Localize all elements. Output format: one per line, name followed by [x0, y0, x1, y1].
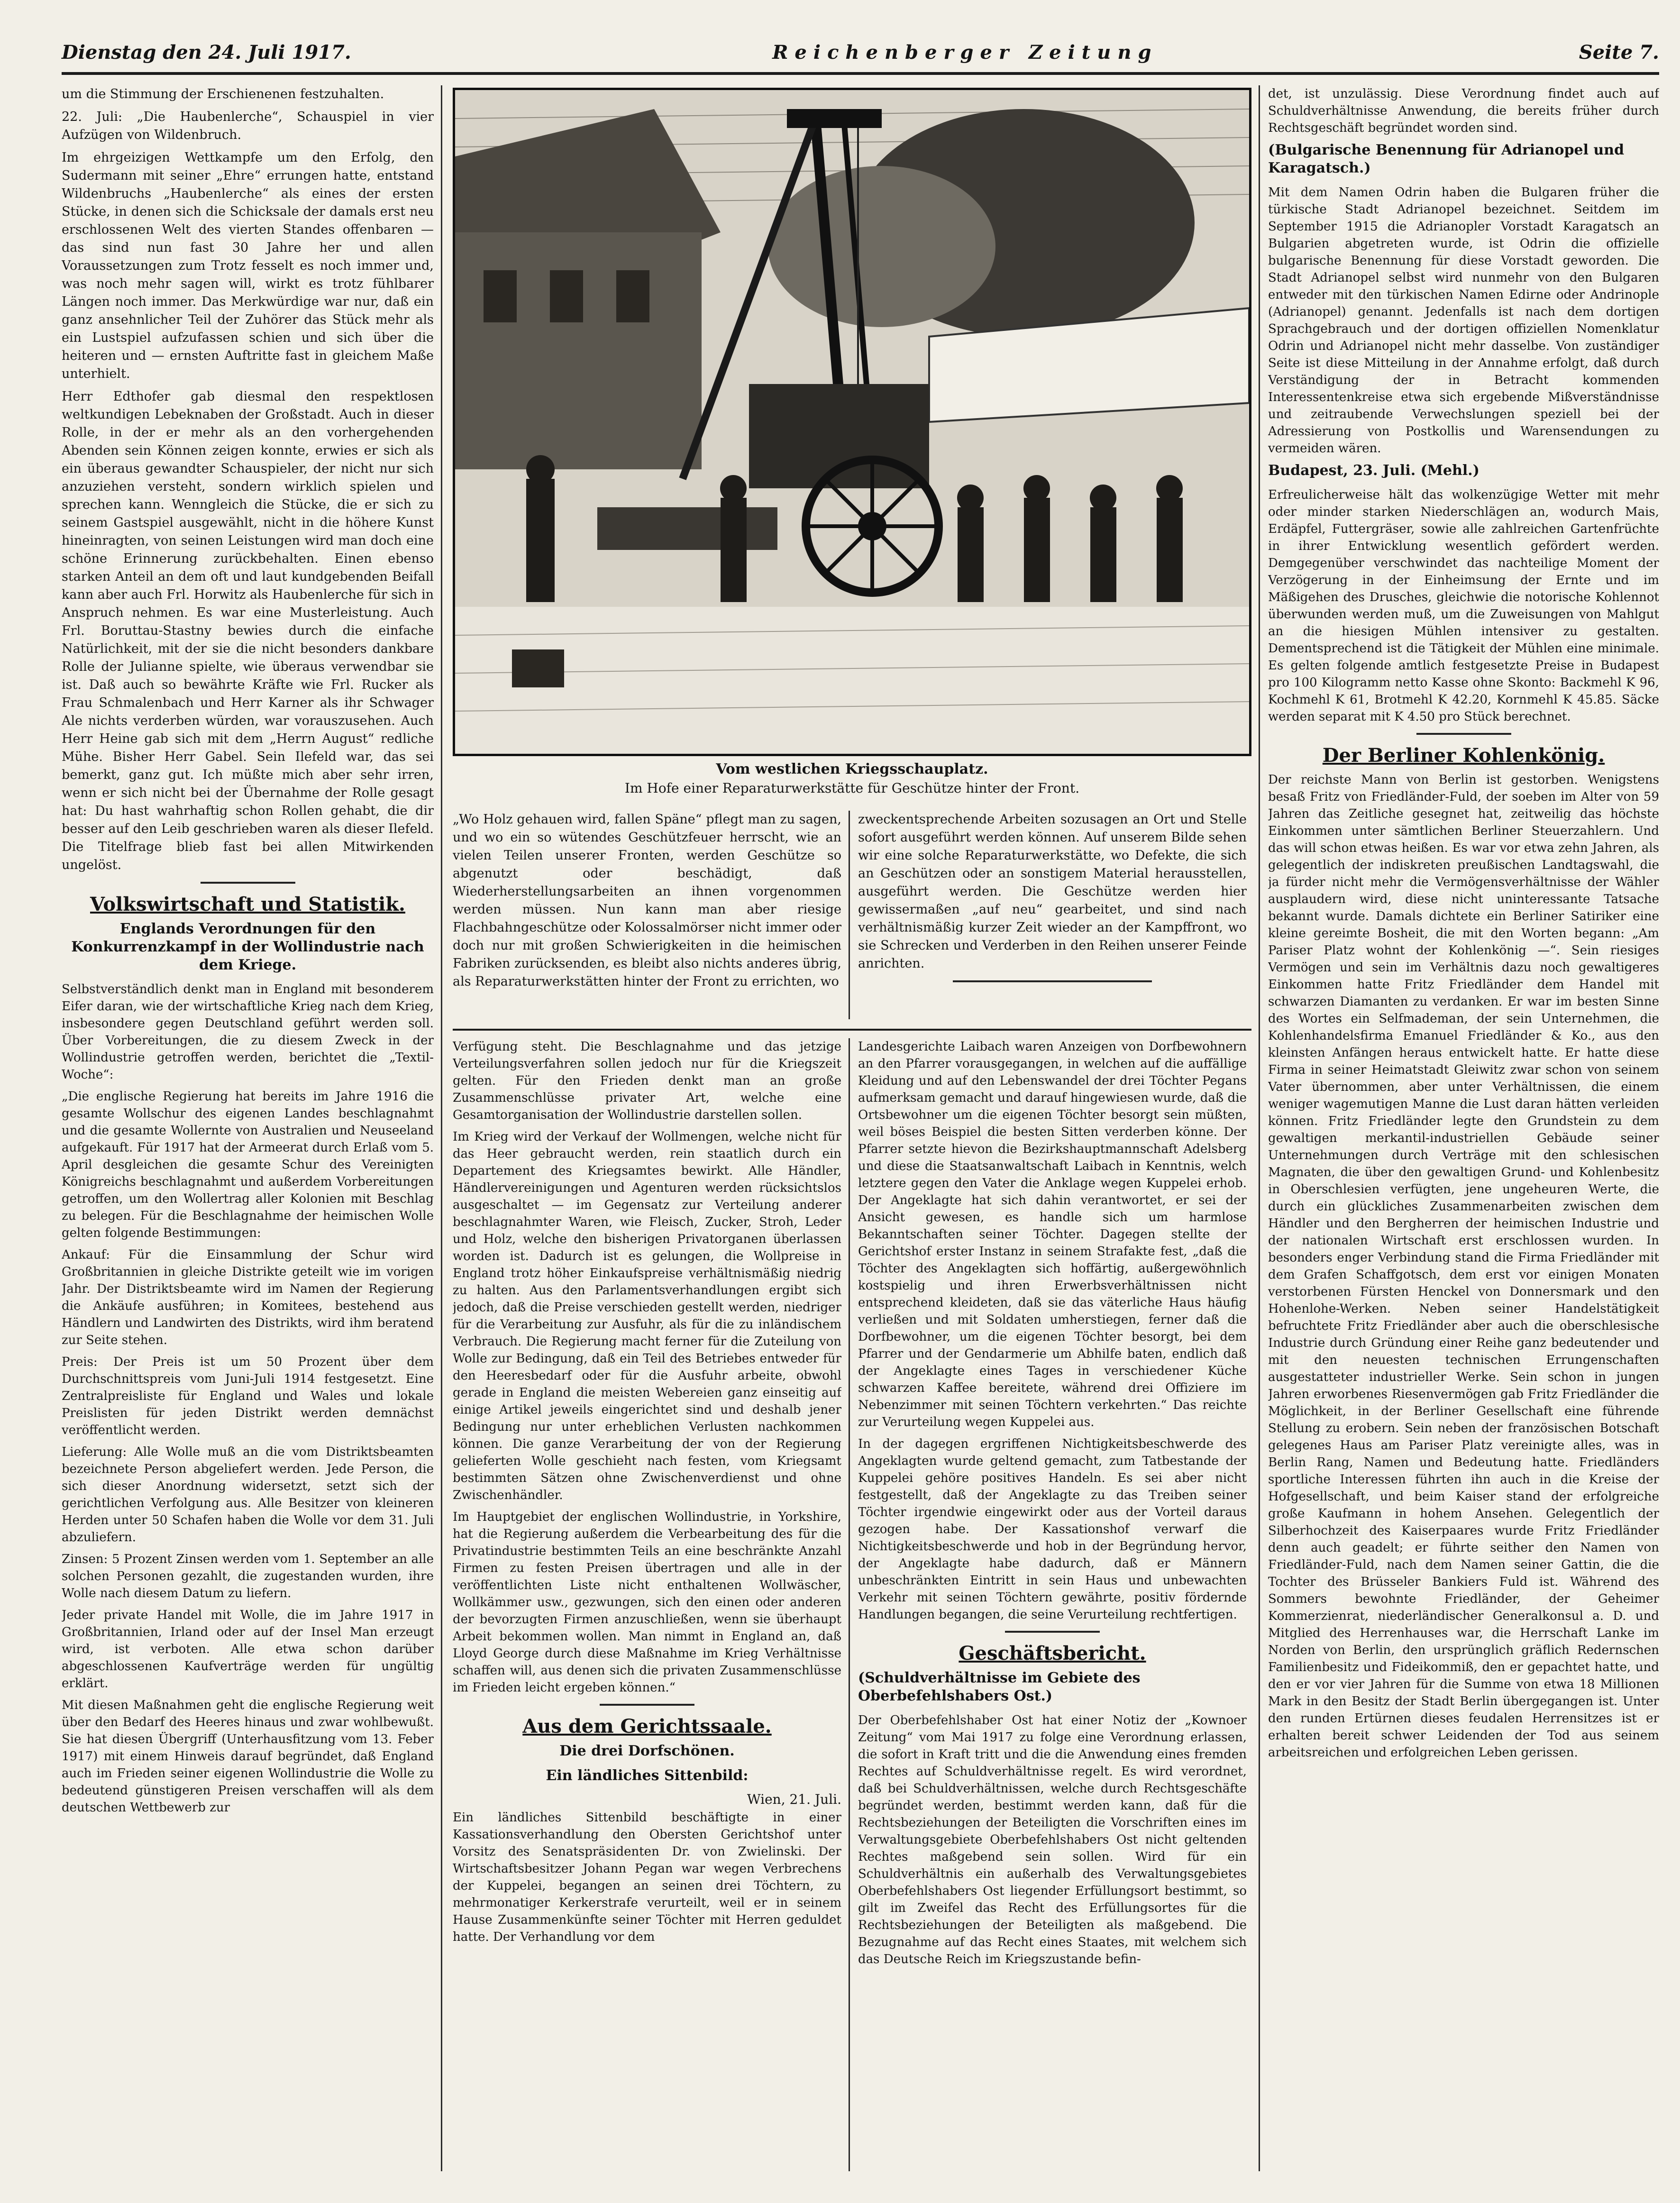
war-photo — [453, 88, 1251, 756]
econ-para-7: Jeder private Handel mit Wolle, die im Jahre 1917 in Großbritannien, Irland oder auf der Insel Man erzeugt wird, ist verboten. Alle etwa schon darüber abgeschlossenen Kaufverträge werden für ungültig erklärt. — [62, 1608, 434, 1691]
col4-para-4: Der reichste Mann von Berlin ist gestorben. Wenigstens besaß Fritz von Friedländer-Fuld, der soeben im Alter von 59 Jahren das Zeitliche gesegnet hat, zeitweilig das höchste Einkommen unter sämtlichen Berliner Steuerzahlern. Und das will schon etwas heißen. Es war vor etwa zehn Jahren, als gelegentlich der indiskreten preußischen Landtagswahl, die ja fürder nicht mehr die Vermögensverhältnisse der Wähler ausplaudern wird, diese nicht uninteressante Tatsache bekannt wurde. Damals dichtete ein Berliner Satiriker eine kleine gereimte Bosheit, die mit den Worten begann: „Am Pariser Platz wohnt der Kohlenkönig —“. Sein riesiges Vermögen und sein im Verhältnis dazu noch gewaltigeres Einkommen hatte Fritz Friedländer dem Handel mit schwarzen Diamanten zu verdanken. Er war im besten Sinne des Wortes ein Selfmademan, der sein Unternehmen, die Kohlenhandelsfirma Emanuel Friedländer & Ko., aus den kleinsten Anfängen heraus entwickelt hatte. Er hatte diese Firma in seiner Heimatstadt Gleiwitz zwar schon von seinem Vater übernommen, aber unter Verhältnissen, die einem weniger wagemutigen Manne die Lust daran hätten verleiden können. Fritz Friedländer legte den Grundstein zu dem gewaltigen merkantil-industriellen Gebäude seiner Unternehmungen durch Verträge mit den schlesischen Magnaten, die über den gewaltigen Grund- und Kohlenbesitz in Oberschlesien verfügten, jene ungeheuren Werte, die durch ein glückliches Zusammenarbeiten zwischen dem Händler und den Bergherren der heimischen Industrie und der nationalen Wirtschaft erst erschlossen wurden. In besonders enger Verbindung stand die Firma Friedländer mit dem Grafen Schaffgotsch, dem erst vor einigen Monaten verstorbenen Fürsten Henckel von Donnersmark und den Hohenlohe-Werken. Neben seiner Handelstätigkeit befruchtete Fritz Friedländer aber auch die oberschlesische Industrie durch Gründung einer Reihe ganz bedeutender und mit den neuesten technischen Errungenschaften ausgestatteter industrieller Werke. Sein schon in jungen Jahren erworbenes Riesenvermögen gab Fritz Friedländer die Möglichkeit, in der Berliner Gesellschaft eine führende Stellung zu erobern. Sein neben der französischen Botschaft gelegenes Haus am Pariser Platz vereinigte alles, was in Berlin Rang, Namen und Bedeutung hatte. Friedländers sportliche Interessen führten ihn auch in die Kreise der Hofgesellschaft, und beim Kaiser stand der erfolgreiche große Kaufmann in hohem Ansehen. Gelegentlich der Silberhochzeit des Kaiserpaares wurde Fritz Friedländer denn auch geadelt; er führte seither den Namen von Friedländer-Fuld, nach dem Namen seiner Gattin, die die Tochter des Brüsseler Bankiers Fuld ist. Während des Sommers bewohnte Friedländer, der Geheimer Kommerzienrat, niederländischer Generalkonsul a. D. und Mitglied des Herrenhauses war, die Herrschaft Lanke im Norden von Berlin, den ursprünglich gräflich Redernschen Familienbesitz und Fideikommiß, den er gepachtet hatte, und den er vor vier Jahren für die Summe von etwa 18 Millionen Mark in den Besitz der Stadt Berlin übergegangen ist. Unter den runden Ertürnen dieses feudalen Herrensitzes ist er erhalten bereit schwer Leidenden der Tod aus seinem arbeitsreichen und erfolgreichen Leben gerissen. — [1268, 773, 1659, 1760]
divider — [201, 882, 295, 884]
econ-para-3: Ankauf: Für die Einsammlung der Schur wird Großbritannien in gleiche Distrikte geteilt wie im vorigen Jahr. Der Distriktsbeamte wird im Namen der Regierung die Ankäufe ausführen; in Komitees, bestehend aus Händlern und Landwirten des Distrikts, wird ihm beratend zur Seite stehen. — [62, 1248, 434, 1347]
col3-para-2: In der dagegen ergriffenen Nichtigkeitsbeschwerde des Angeklagten wurde geltend gemacht, zum Tatbestande der Kuppelei gehöre positives Handeln. Es sei aber nicht festgestellt, daß der Angeklagte zu das Treiben seiner Töchter irgendwie eingewirkt oder aus der Vorteil daraus gezogen habe. Der Kassationshof verwarf die Nichtigkeitsbeschwerde und hob in der Begründung hervor, der Angeklagte habe dadurch, daß er Männern unbeschränkten Eintritt in sein Haus und unbewachten Verkehr mit seinen Töchtern gewährte, positiv fördernde Handlungen begangen, die seine Verurteilung rechtfertigen. — [858, 1437, 1247, 1622]
section-kohlenkoenig: Der Berliner Kohlenkönig. — [1322, 744, 1605, 767]
article-title-budapest: Budapest, 23. Juli. (Mehl.) — [1268, 462, 1479, 479]
col4-para-2: Mit dem Namen Odrin haben die Bulgaren früher die türkische Stadt Adrianopel bezeichnet. Seitdem im September 1915 die Adrianopler Vorstadt Karagatsch an Bulgarien abgetreten wurde, ist Odrin die offizielle bulgarische Benennung für diese Vorstadt geworden. Die Stadt Adrianopel selbst wird nunmehr von den Bulgaren entweder mit den türkischen Namen Edirne oder Andrinople (Adrianopel) genannt. Jedenfalls ist nach dem dortigen Sprachgebrauch und der dortigen offiziellen Nomenklatur Odrin und Adrianopel nicht mehr dasselbe. Von zuständiger Seite ist diese Mitteilung in der Annahme erfolgt, daß durch Verständigung der in Betracht kommenden Interessentenkreise etwa sich ergebende Mißverständnisse und zeitraubende Verwechslungen speziell bei der Adressierung von Postkollis und Warensendungen zu vermeiden wären. — [1268, 185, 1659, 456]
column-rule-3 — [1259, 85, 1260, 2171]
caption-title: Vom westlichen Kriegsschauplatz. — [716, 761, 988, 777]
theater-para-1: 22. Juli: „Die Haubenlerche“, Schauspiel in vier Aufzügen von Wildenbruch. — [62, 110, 434, 142]
column-rule-2 — [849, 1038, 850, 2171]
col2-para-3: Im Hauptgebiet der englischen Wollindustrie, in Yorkshire, hat die Regierung außerdem die Verbearbeitung des für die Privatindustrie bestimmten Teils an eine beschränkte Anzahl Firmen zu festen Preisen übertragen und alle in der veröffentlichten Liste nicht enthaltenen Wollwäscher, Wollkämmer usw., gezwungen, sich den einen oder anderen der bevorzugten Firmen anzuschließen, wenn sie überhaupt Arbeit bekommen wollen. Man nimmt in England an, daß Lloyd George durch diese Maßnahme im Krieg Verhältnisse schaffen will, aus denen sich die privaten Zusammenschlüsse im Frieden leicht ergeben können.“ — [453, 1510, 841, 1695]
theater-para-2: Im ehrgeizigen Wettkampfe um den Erfolg, den Sudermann mit seiner „Ehre“ errungen hatte, entstand Wildenbruchs „Haubenlerche“ als eines der ersten Stücke, in denen sich die Schicksale der damals erst neu erschlossenen Welt des vierten Standes offenbaren — das sind nun fast 30 Jahre her und allen Voraussetzungen zum Trotz fesselt es noch immer und, was noch mehr sagen will, wirkt es trotz fühlbarer Längen noch immer. Das Merkwürdige war nur, daß ein ganz ansehnlicher Teil der Zuhörer das Stück mehr als ein Lustspiel aufzufassen schien und sich über die heiteren und — ernsten Auftritte fast in gleichem Maße unterhielt. — [62, 150, 434, 381]
article-title-england: Englands Verordnungen für den Konkurrenzkampf in der Wollindustrie nach dem Kriege. — [71, 921, 424, 973]
header-rule — [62, 72, 1659, 75]
newspaper-title: Reichenberger Zeitung — [772, 41, 1158, 64]
econ-para-2: „Die englische Regierung hat bereits im Jahre 1916 die gesamte Wollschur des eigenen Landes beschlagnahmt und die gesamte Wollernte von Australien und Neuseeland aufgekauft. Für 1917 hat der Armeerat durch Erlaß vom 5. April desgleichen die gesamte Schur des Vereinigten Königreichs beschlagnahmt und außerdem Vorbereitungen getroffen, um den Wollertrag aller Kolonien mit Beschlag zu belegen. Für die Beschlagnahme der heimischen Wolle gelten folgende Bestimmungen: — [62, 1089, 434, 1240]
photo-text-para-1: „Wo Holz gehauen wird, fallen Späne“ pflegt man zu sagen, und wo ein so wütendes Geschützfeuer herrscht, wie an vielen Teilen unserer Fronten, werden Geschütze so abgenutzt oder beschädigt, daß Wiederherstellungsarbeiten an ihnen vorgenommen werden müssen. Nun kann man aber riesige Flachbahngeschütze oder Kolossalmörser nicht immer oder doch nur mit großen Schwierigkeiten in die heimischen Fabriken zurücksenden, es bleibt also nichts anderes übrig, als Reparaturwerkstätten hinter der Front zu errichten, wo — [453, 812, 841, 989]
horizontal-rule — [453, 1029, 1251, 1031]
theater-para-3: Herr Edthofer gab diesmal den respektlosen weltkundigen Lebeknaben der Großstadt. Auch in dieser Rolle, in der er mehr als an den vorhergehenden Abenden sein Können zeigen konnte, erwies er sich als ein überaus gewandter Schauspieler, der nicht nur sich anzuziehen versteht, sondern wirklich spielen und sprechen kann. Wenngleich die Stücke, die er sich zu seinem Gastspiel ausgewählt, nicht in die höhere Kunst hineinragten, von seinen Leistungen wird man doch eine schöne Erinnerung zurückbehalten. Einen ebenso starken Anteil an dem oft und laut kundgebenden Beifall kann aber auch Frl. Horwitz als Haubenlerche für sich in Anspruch nehmen. Es war eine Musterleistung. Auch Frl. Boruttau-Stastny bewies durch die einfache Natürlichkeit, mit der sie die nicht besonders dankbare Rolle der Julianne spielte, wie überaus verwendbar sie ist. Daß auch so bewährte Kräfte wie Frl. Rucker als Frau Schmalenbach und Herr Karner als ihr Schwager Ale nichts verderben würden, war vorauszusehen. Auch Herr Heine gab sich mit dem „Herrn August“ redliche Mühe. Bisher Herr Gabel. Sein Ilefeld war, das sei bemerkt, ganz gut. Ich müßte mich aber sehr irren, wenn er sich nicht bei der Übernahme der Rolle gesagt hat: Du hast wahrhaftig schon Rollen gehabt, die dir besser auf den Leib geschrieben waren als dieser Ilefeld. Die Titelfrage blieb fast bei allen Mitwirkenden ungelöst. — [62, 389, 434, 872]
dateline: Wien, 21. Juli. — [747, 1792, 841, 1807]
column-rule-1 — [441, 85, 442, 2171]
section-geschaeftsbericht: Geschäftsbericht. — [959, 1642, 1146, 1664]
econ-para-1: Selbstverständlich denkt man in England mit besonderem Eifer daran, wie der wirtschaftliche Krieg nach dem Krieg, insbesondere gegen Deutschland geführt werden soll. Über Vorbereitungen, die zu diesem Zweck in der Wollindustrie getroffen werden, berichtet die „Textil-Woche“: — [62, 982, 434, 1082]
page-number: Seite 7. — [1579, 41, 1659, 64]
econ-para-6: Zinsen: 5 Prozent Zinsen werden vom 1. September an alle solchen Personen gezahlt, die zugestanden wurden, ihre Wolle nach diesem Datum zu liefern. — [62, 1552, 434, 1600]
econ-para-5: Lieferung: Alle Wolle muß an die vom Distriktsbeamten bezeichnete Person abgeliefert werden. Jede Person, die sich dieser Anordnung widersetzt, setzt sich der gerichtlichen Verfolgung aus. Alle Besitzer von kleineren Herden unter 50 Schafen haben die Wolle vor dem 31. Juli abzuliefern. — [62, 1445, 434, 1545]
econ-para-8: Mit diesen Maßnahmen geht die englische Regierung weit über den Bedarf des Heeres hinaus und zwar wohlbewußt. Sie hat diesen Übergriff (Unterhausfitzung vom 13. Feber 1917) mit einem Hinweis darauf begründet, daß England auch im Frieden seiner eigenen Wollindustrie die Wolle zu bedeutend günstigeren Preisen verschaffen will als dem deutschen Wettbewerb zur — [62, 1698, 434, 1815]
column-1 — [62, 85, 434, 2171]
page-header — [62, 38, 1659, 66]
photo-text-left — [453, 811, 841, 1019]
col4-para-3: Erfreulicherweise hält das wolkenzügige Wetter mit mehr oder minder starken Niederschlägen an, wodurch Mais, Erdäpfel, Futtergräser, sowie alle zahlreichen Gartenfrüchte in ihrer Entwicklung wesentlich gefördert werden. Demgegenüber verschwindet das nachteilige Moment der Verzögerung in der Einheimsung der Ernte und im Mäßigehen des Drusches, gleichwie die notorische Kohlennot überwunden werden muß, um die Zuweisungen von Mahlgut an die hiesigen Mühlen intensiver zu gestalten. Dementsprechend ist die Tätigkeit der Mühlen eine minimale. Es gelten folgende amtlich festgesetzte Preise in Budapest pro 100 Kilogramm netto Kasse ohne Skonto: Backmehl K 96, Kochmehl K 61, Brotmehl K 42.20, Kornmehl K 45.85. Säcke werden separat mit K 4.50 pro Stück berechnet. — [1268, 488, 1659, 724]
col2-para-1: Verfügung steht. Die Beschlagnahme und das jetzige Verteilungsverfahren sollen jedoch nur für die Kriegszeit gelten. Für den Frieden denkt man an große Zusammenschlüsse privater Art, welche eine Gesamtorganisation der Wollindustrie darstellen sollen. — [453, 1040, 841, 1122]
col4-para-1: det, ist unzulässig. Diese Verordnung findet auch auf Schuldverhältnisse Anwendung, die bereits früher durch Rechtsgeschäft begründet worden sind. — [1268, 87, 1659, 135]
workshop-illustration — [455, 90, 1249, 754]
theater-intro: um die Stimmung der Erschienenen festzuhalten. — [62, 87, 384, 101]
caption-text: Im Hofe einer Reparaturwerkstätte für Geschütze hinter der Front. — [624, 780, 1080, 796]
col2-para-2: Im Krieg wird der Verkauf der Wollmengen, welche nicht für das Heer gebraucht werden, rein staatlich durch ein Departement des Kriegsamtes bewirkt. Alle Händler, Händlervereinigungen und Agenturen werden rücksichtslos ausgeschaltet — im Gegensatz zur Verteilung anderer beschlagnahmter Waren, wie Fleisch, Zucker, Stroh, Leder und Holz, welche den bisherigen Privatorganen überlassen worden ist. Dadurch ist es gelungen, die Wollpreise in England trotz höher Einkaufspreise verhältnismäßig niedrig zu halten. Aus den Parlamentsverhandlungen ergibt sich jedoch, daß die Preise verschieden gestellt werden, niedriger für die Verarbeitung zur Ausfuhr, als für die zu inländischem Verbrauch. Die Regierung macht ferner für die Zuteilung von Wolle zur Bedingung, daß ein Teil des Betriebes entweder für den Heeresbedarf oder für die Ausfuhr arbeite, obwohl gerade in England die meisten Webereien ganz einseitig auf einige Artikel jeweils eingerichtet sind und deshalb jener Bedingung nur unter erheblichen Verlusten nachkommen können. Die ganze Verarbeitung der von der Regierung gelieferten Wolle geschieht nach festen, vom Kriegsamt bestimmten Sätzen ohne Zwischenverdienst und ohne Zwischenhändler. — [453, 1130, 841, 1502]
col2-para-4: Ein ländliches Sittenbild beschäftigte in einer Kassationsverhandlung den Obersten Gerichtshof unter Vorsitz des Senatspräsidenten Dr. von Zwielinski. Der Wirtschaftsbesitzer Johann Pegan war wegen Verbrechens der Kuppelei, begangen an seinen drei Töchtern, zu mehrmonatiger Kerkerstrafe verurteilt, weil er in seinem Hause Zusammenkünfte seiner Töchter mit Herren geduldet hatte. Der Verhandlung vor dem — [453, 1810, 841, 1944]
econ-para-4: Preis: Der Preis ist um 50 Prozent über dem Durchschnittspreis vom Juni-Juli 1914 festgesetzt. Eine Zentralpreisliste für England und Wales und lokale Preislisten für jeden Distrikt werden demnächst veröffentlicht werden. — [62, 1355, 434, 1437]
header-date: Dienstag den 24. Juli 1917. — [62, 41, 351, 64]
section-gerichtssaal: Aus dem Gerichtssaale. — [522, 1715, 772, 1737]
col3-para-3: Der Oberbefehlshaber Ost hat einer Notiz der „Kownoer Zeitung“ vom Mai 1917 zu folge eine Verordnung erlassen, die sofort in Kraft tritt und die die Anwendung eines fremden Rechtes auf Schuldverhältnisse regelt. Es wird verordnet, daß bei Schuldverhältnissen, welche durch Rechtsgeschäfte begründet werden, bestimmt werden kann, daß für die Rechtsbeziehungen der Beteiligten die Vorschriften eines im Verwaltungsgebiete Oberbefehlshabers Ost nicht geltenden Rechtes maßgebend sein sollen. Wird für ein Schuldverhältnis ein außerhalb des Verwaltungsgebietes Oberbefehlshabers Ost liegender Erfüllungsort bestimmt, so gilt im Zweifel das Recht des Erfüllungsortes für die Rechtsbeziehungen der Beteiligten als maßgebend. Die Bezugnahme auf das Recht eines Staates, mit welchem sich das Deutsche Reich im Kriegszustande befin- — [858, 1713, 1247, 1966]
photo-text-right — [858, 811, 1247, 1019]
newspaper-page — [62, 38, 1659, 2176]
divider — [1005, 1631, 1100, 1633]
divider — [600, 1704, 694, 1706]
section-volkswirtschaft: Volkswirtschaft und Statistik. — [90, 893, 405, 915]
column-2 — [453, 1038, 841, 2171]
article-subtitle: Ein ländliches Sittenbild: — [546, 1767, 749, 1784]
article-title-dorfschoenen: Die drei Dorfschönen. — [559, 1743, 735, 1759]
column-4 — [1268, 85, 1659, 2171]
divider — [953, 980, 1152, 982]
photo-caption — [453, 761, 1251, 796]
photo-text-rule — [849, 811, 850, 1019]
article-title-schuld: (Schuldverhältnisse im Gebiete des Oberbefehlshabers Ost.) — [858, 1670, 1141, 1704]
column-3 — [858, 1038, 1247, 2171]
col3-para-1: Landesgerichte Laibach waren Anzeigen von Dorfbewohnern an den Pfarrer vorausgegangen, in welchen auf die auffällige Kleidung und auf den Lebenswandel der drei Töchter Pegans aufmerksam gemacht und darauf hingewiesen wurde, daß die Ortsbewohner um die eigenen Töchter besorgt sein müßten, weil böses Beispiel die besten Sitten verderben könne. Der Pfarrer setzte hievon die Bezirkshauptmannschaft Adelsberg und diese die Staatsanwaltschaft Laibach in Kenntnis, welch letztere gegen den Vater die Anklage wegen Kuppelei erhob. Der Angeklagte hat sich dahin verantwortet, er sei der Ansicht gewesen, es handle sich um harmlose Bekanntschaften seiner Töchter. Dagegen stellte der Gerichtshof erster Instanz in seinem Strafakte fest, „daß die Töchter des Angeklagten sich hoffärtig, außergewöhnlich kostspielig und ihren Erwerbsverhältnissen nicht entsprechend kleideten, daß sie das väterliche Haus häufig verließen und mit Soldaten umherstiegen, ferner daß die Dorfbewohner, um die eigenen Töchter besorgt, bei dem Pfarrer und der Gendarmerie um Abhilfe baten, endlich daß der Angeklagte eines Tages in verschiedener Küche schwarzen Kaffee bereitete, während drei Offiziere im Nebenzimmer mit seinen Töchtern verkehrten.“ Das reichte zur Verurteilung wegen Kuppelei aus. — [858, 1040, 1247, 1429]
article-title-adrianopel: (Bulgarische Benennung für Adrianopel und Karagatsch.) — [1268, 142, 1625, 176]
divider — [1416, 733, 1511, 735]
photo-text-para-2: zweckentsprechende Arbeiten sozusagen an Ort und Stelle sofort ausgeführt werden können. Auf unserem Bilde sehen wir eine solche Reparaturwerkstätte, wo Defekte, die sich an Geschützen oder an sonstigem Material herausstellen, ausgeführt werden. Die Geschütze werden hier gewissermaßen „auf neu“ gearbeitet, und sind nach verhältnismäßig kurzer Zeit wieder an der Kampffront, wo sie Schrecken und Verderben in den Reihen unserer Feinde anrichten. — [858, 812, 1247, 971]
